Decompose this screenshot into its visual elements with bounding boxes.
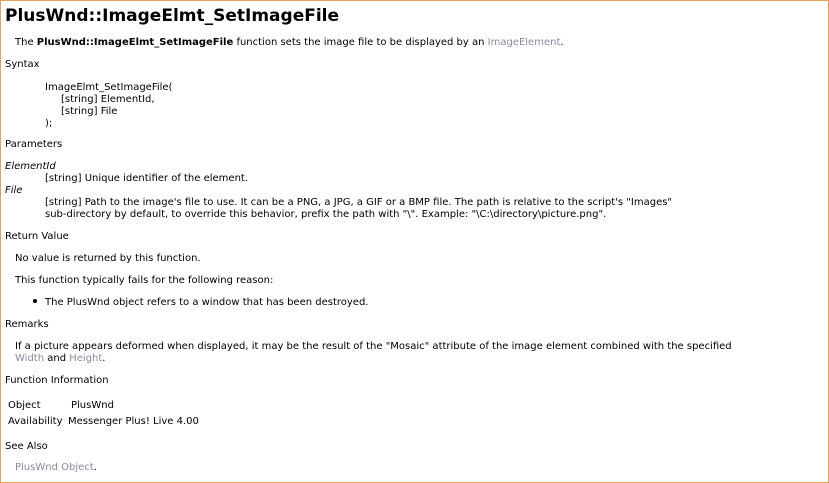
return-value-heading: Return Value — [5, 231, 69, 242]
see-also-heading: See Also — [5, 441, 48, 452]
info-object-value: PlusWnd — [71, 400, 114, 411]
see-also-end: . — [93, 462, 97, 473]
param-file-desc-line-1: [string] Path to the image's file to use. It can be a PNG, a JPG, a GIF or a BMP file. The path is relative to the script's "Images" — [45, 197, 673, 208]
info-availability-value: Messenger Plus! Live 4.00 — [68, 416, 199, 427]
remarks-line-1: If a picture appears deformed when displayed, it may be the result of the "Mosaic" attribute of the image element combined with the specified — [15, 341, 732, 352]
remarks-end: . — [102, 353, 106, 364]
remarks-and: and — [44, 353, 70, 364]
intro-suffix: . — [560, 37, 564, 48]
return-value-text: No value is returned by this function. — [15, 253, 201, 264]
remarks-line-2 — [15, 353, 105, 365]
height-link[interactable]: Height — [69, 353, 103, 364]
param-elementid-name: ElementId — [5, 161, 56, 172]
intro-paragraph — [15, 37, 564, 49]
info-object-label: Object — [8, 400, 41, 411]
see-also-item — [15, 462, 97, 474]
param-file-desc-line-2: sub-directory by default, to override this behavior, prefix the path with "\". Example: "\C:\directory\picture.png". — [45, 209, 607, 220]
syntax-line-1: ImageElmt_SetImageFile( — [45, 82, 173, 93]
width-link[interactable]: Width — [15, 353, 45, 364]
bullet-dot-icon — [33, 299, 37, 303]
param-file-name: File — [5, 185, 23, 196]
info-availability-label: Availability — [8, 416, 63, 427]
syntax-line-4: ); — [45, 118, 53, 129]
param-elementid-desc: [string] Unique identifier of the element. — [45, 173, 249, 184]
page-title: PlusWnd::ImageElmt_SetImageFile — [5, 6, 340, 26]
syntax-line-3: [string] File — [61, 106, 118, 117]
parameters-heading: Parameters — [5, 139, 63, 150]
intro-prefix: The — [15, 37, 37, 48]
remarks-heading: Remarks — [5, 319, 49, 330]
failure-bullet-item — [33, 297, 369, 309]
failure-reason-text: This function typically fails for the following reason: — [15, 275, 274, 286]
intro-func-name: PlusWnd::ImageElmt_SetImageFile — [36, 37, 234, 48]
intro-middle: function sets the image file to be displayed by an — [233, 37, 488, 48]
syntax-heading: Syntax — [5, 59, 40, 70]
function-info-heading: Function Information — [5, 375, 109, 386]
imageelement-link[interactable]: ImageElement — [487, 37, 561, 48]
pluswnd-object-link[interactable]: PlusWnd Object — [15, 462, 94, 473]
syntax-line-2: [string] ElementId, — [61, 94, 155, 105]
failure-bullet-text: The PlusWnd object refers to a window that has been destroyed. — [45, 297, 369, 308]
